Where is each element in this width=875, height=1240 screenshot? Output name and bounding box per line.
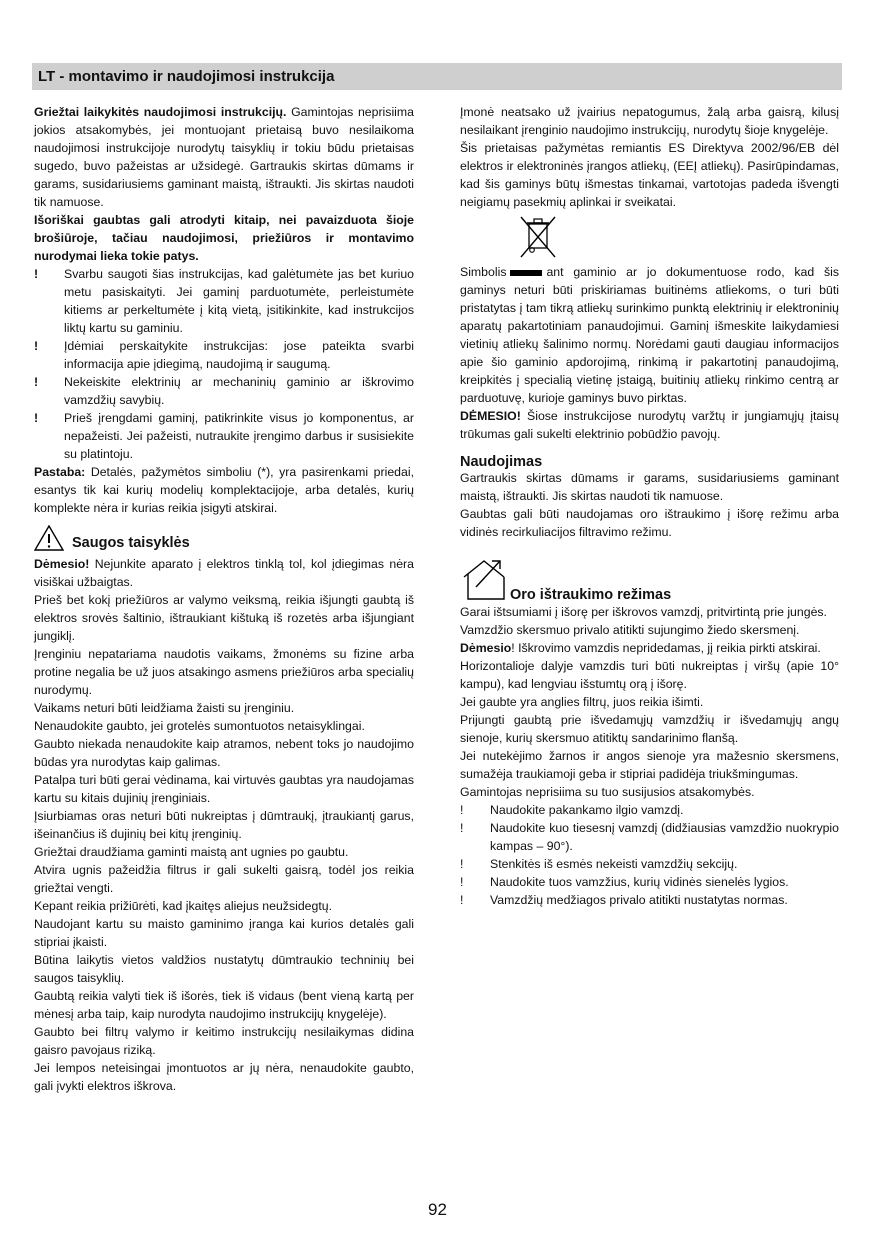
safety-paragraph: Atvira ugnis pažeidžia filtrus ir gali sukelti gaisrą, todėl jos reikia griežtai vengti. [34, 863, 414, 895]
left-column [34, 103, 414, 1095]
note-paragraph: Pastaba: Detalės, pažymėtos simboliu (*), yra pasirenkami priedai, esantys tik kai kurių modelių komplektacijoje, arba detalės, kurių komplekte nėra ir kurias reikia įsigyti atskirai. [34, 465, 414, 515]
bullet-item: ! Naudokite tuos vamzžius, kurių vidinės sienelės lygios. [460, 875, 789, 889]
bullet-item: ! Nekeiskite elektrinių ar mechaninių gaminio ar iškrovimo vamzdžių savybių. [34, 375, 414, 407]
use-title: Naudojimas [460, 454, 543, 470]
extraction-paragraph: Jei nutekėjimo žarnos ir angos sienoje yra mažesnio skersmens, sumažėja traukiamoji geba ir stipriai padidėja triukšmingumas. [460, 749, 839, 781]
extraction-warning: Dėmesio! Iškrovimo vamzdis nepridedamas, jį reikia pirkti atskirai. [460, 641, 821, 655]
safety-paragraph: Įsiurbiamas oras neturi būti nukreiptas į dūmtraukį, įtraukiantį garus, išeinančius iš dujinių bei kitų įrenginių. [34, 809, 414, 841]
symbol-paragraph: Simbolis ant gaminio ar jo dokumentuose rodo, kad šis gaminys neturi būti priskiriamas buitinėms atliekoms, o turi būti pristatytas į tam tikrą atliekų surinkimo punktą elektrinių ir elektroninių aparatų pakartotiniam panaudojimui. Gaminį išmeskite laikydamiesi vietinių atliekų šalinimo normų. Norėdami gauti daugiau informacijos apie šio gaminio apdorojimą, rinkimą ir pakartotinį panaudojimą, kreipkitės į specialią vietinę įstaigą, buitinių atliekų rinkimo centrą ar parduotuvę, kurioje gaminys buvo pirktas. [460, 265, 839, 405]
bullet-item: ! Naudokite kuo tiesesnį vamzdį (didžiausias vamzdžio nuokrypio kampas – 90°). [460, 821, 839, 853]
page-number: 92 [428, 1200, 447, 1219]
safety-paragraph: Patalpa turi būti gerai vėdinama, kai virtuvės gaubtas yra naudojamas kartu su kitais dujinių įrenginiais. [34, 773, 414, 805]
bullet-item: ! Vamzdžių medžiagos privalo atitikti nustatytas normas. [460, 893, 788, 907]
safety-paragraph: Įrenginiu nepatariama naudotis vaikams, žmonėms su fizine arba protine negalia be už juos atsakingo asmens priežiūros arba specialių nurodymų. [34, 647, 414, 697]
appearance-note: Išoriškai gaubtas gali atrodyti kitaip, nei pavaizduota šioje brošiūroje, tačiau naudojimosi, priežiūros ir montavimo nurodymai lieka tokie patys. [34, 213, 414, 263]
extraction-title: Oro ištraukimo režimas [510, 587, 672, 603]
section-header-bar [32, 63, 842, 90]
warning-triangle-icon [34, 525, 64, 551]
weee-symbol-row [460, 211, 839, 263]
extraction-heading-row [460, 541, 839, 603]
extraction-paragraph: Prijungti gaubtą prie išvedamųjų vamzdžių ir išvedamųjų angų sienoje, kurių skersmuo atitiktų sandarinimo flanšą. [460, 713, 839, 745]
section-title: LT - montavimo ir naudojimosi instrukcija [38, 68, 335, 85]
safety-paragraph: Griežtai draudžiama gaminti maistą ant ugnies po gaubtu. [34, 845, 349, 859]
safety-paragraph: Kepant reikia prižiūrėti, kad įkaitęs aliejus neužsidegtų. [34, 899, 333, 913]
safety-paragraph: Prieš bet kokį priežiūros ar valymo veiksmą, reikia išjungti gaubtą iš elektros srovės šaltinio, ištraukiant kištuką iš rozetės arba išjungiant jungiklį. [34, 593, 414, 643]
extraction-paragraph: Garai ištsumiami į išorę per iškrovos vamzdį, pritvirtintą prie jungės. [460, 605, 827, 619]
weee-paragraph: Šis prietaisas pažymėtas remiantis ES Direktyva 2002/96/EB dėl elektros ir elektroninės įrangos atliekų, (EEĮ atliekų). Pasirūpindamas, kad šis gaminys būtų išmestas tinkamai, vartotojas padeda išvengti neigiamų pasekmių aplinkai ir sveikatai. [460, 141, 839, 209]
bullet-item: ! Įdėmiai perskaitykite instrukcijas: jose pateikta svarbi informacija apie įdiegimą, naudojimą ir saugumą. [34, 339, 414, 371]
extraction-paragraph: Vamzdžio skersmuo privalo atitikti sujungimo žiedo skersmenį. [460, 623, 800, 637]
use-heading-row [460, 443, 839, 469]
weee-bar-symbol [510, 270, 542, 276]
use-paragraph: Gartraukis skirtas dūmams ir garams, susidariusiems gaminant maistą, ištraukti. Jis skirtas naudoti tik namuose. [460, 471, 839, 503]
bullet-item: ! Prieš įrengdami gaminį, patikrinkite visus jo komponentus, ar nepažeisti. Jei pažeisti, nutraukite įrengimo darbus ir susisiekite su platintoju. [34, 411, 414, 461]
safety-paragraph: Vaikams neturi būti leidžiama žaisti su įrenginiu. [34, 701, 295, 715]
right-column [460, 103, 839, 909]
liability-paragraph: Įmonė neatsako už įvairius nepatogumus, žalą arba gaisrą, kilusį nesilaikant įrenginio naudojimo instrukcijų, nurodytų šioje knygelėje. [460, 105, 839, 137]
bullet-item: ! Stenkitės iš esmės nekeisti vamzdžių sekcijų. [460, 857, 738, 871]
bullet-item: ! Svarbu saugoti šias instrukcijas, kad galėtumėte jas bet kuriuo metu pasiskaityti. Jei gaminį parduotumėte, perleistumėte kitiems ar perkeltumėte į kitą vietą, įsitikinkite, kad instrukcijos liktų kartu su gaminiu. [34, 267, 414, 335]
safety-paragraph: Gaubto bei filtrų valymo ir keitimo instrukcijų nesilaikymas didina gaisro pavojaus riziką. [34, 1025, 414, 1057]
safety-warning: Dėmesio! Nejunkite aparato į elektros tinklą tol, kol įdiegimas nėra visiškai užbaigtas. [34, 557, 414, 589]
attention-paragraph: DĖMESIO! Šiose instrukcijose nurodytų varžtų ir jungiamųjų įtaisų trūkumas gali sukelti elektrinio pobūdžio pavojų. [460, 409, 839, 441]
crossed-bin-icon [518, 214, 558, 260]
house-extraction-icon [460, 557, 508, 601]
safety-paragraph: Gaubtą reikia valyti tiek iš išorės, tiek iš vidaus (bent vieną kartą per mėnesį arba taip, kaip nurodyta naudojimo instrukcijų knygelėje). [34, 989, 414, 1021]
intro-paragraph: Griežtai laikykitės naudojimosi instrukcijų. Gamintojas neprisiima jokios atsakomybės, jei montuojant prietaisą buvo nesilaikoma naudojimosi instrukcijoje nurodytų taisyklių ir tokiu būdu prietaisas sugedo, buvo pažeistas ar užsidegė. Gartraukis skirtas dūmams ir garams, susidariusiems gaminant maistą, ištraukti. Jis skirtas naudoti tik namuose. [34, 105, 414, 209]
extraction-paragraph: Jei gaubte yra anglies filtrų, juos reikia išimti. [460, 695, 704, 709]
safety-paragraph: Nenaudokite gaubto, jei grotelės sumontuotos netaisyklingai. [34, 719, 365, 733]
safety-paragraph: Gaubto niekada nenaudokite kaip atramos, nebent toks jo naudojimo būdas yra nurodytas kaip galimas. [34, 737, 414, 769]
extraction-paragraph: Horizontalioje dalyje vamzdis turi būti nukreiptas į viršų (apie 10° kampu), kad lengviau išstumtų orą į išorę. [460, 659, 839, 691]
safety-paragraph: Būtina laikytis vietos valdžios nustatytų dūmtraukio techninių bei saugos taisyklių. [34, 953, 414, 985]
safety-heading [34, 517, 414, 555]
extraction-paragraph: Gamintojas neprisiima su tuo susijusios atsakomybės. [460, 785, 755, 799]
use-paragraph: Gaubtas gali būti naudojamas oro ištraukimo į išorę režimu arba vidinės recirkuliacijos filtravimo režimu. [460, 507, 839, 539]
safety-title: Saugos taisyklės [72, 535, 190, 551]
bullet-item: ! Naudokite pakankamo ilgio vamzdį. [460, 803, 684, 817]
safety-paragraph: Jei lempos neteisingai įmontuotos ar jų nėra, nenaudokite gaubto, gali įvykti elektros iškrova. [34, 1061, 414, 1093]
safety-paragraph: Naudojant kartu su maisto gaminimo įranga kai kurios detalės gali stipriai įkaisti. [34, 917, 414, 949]
